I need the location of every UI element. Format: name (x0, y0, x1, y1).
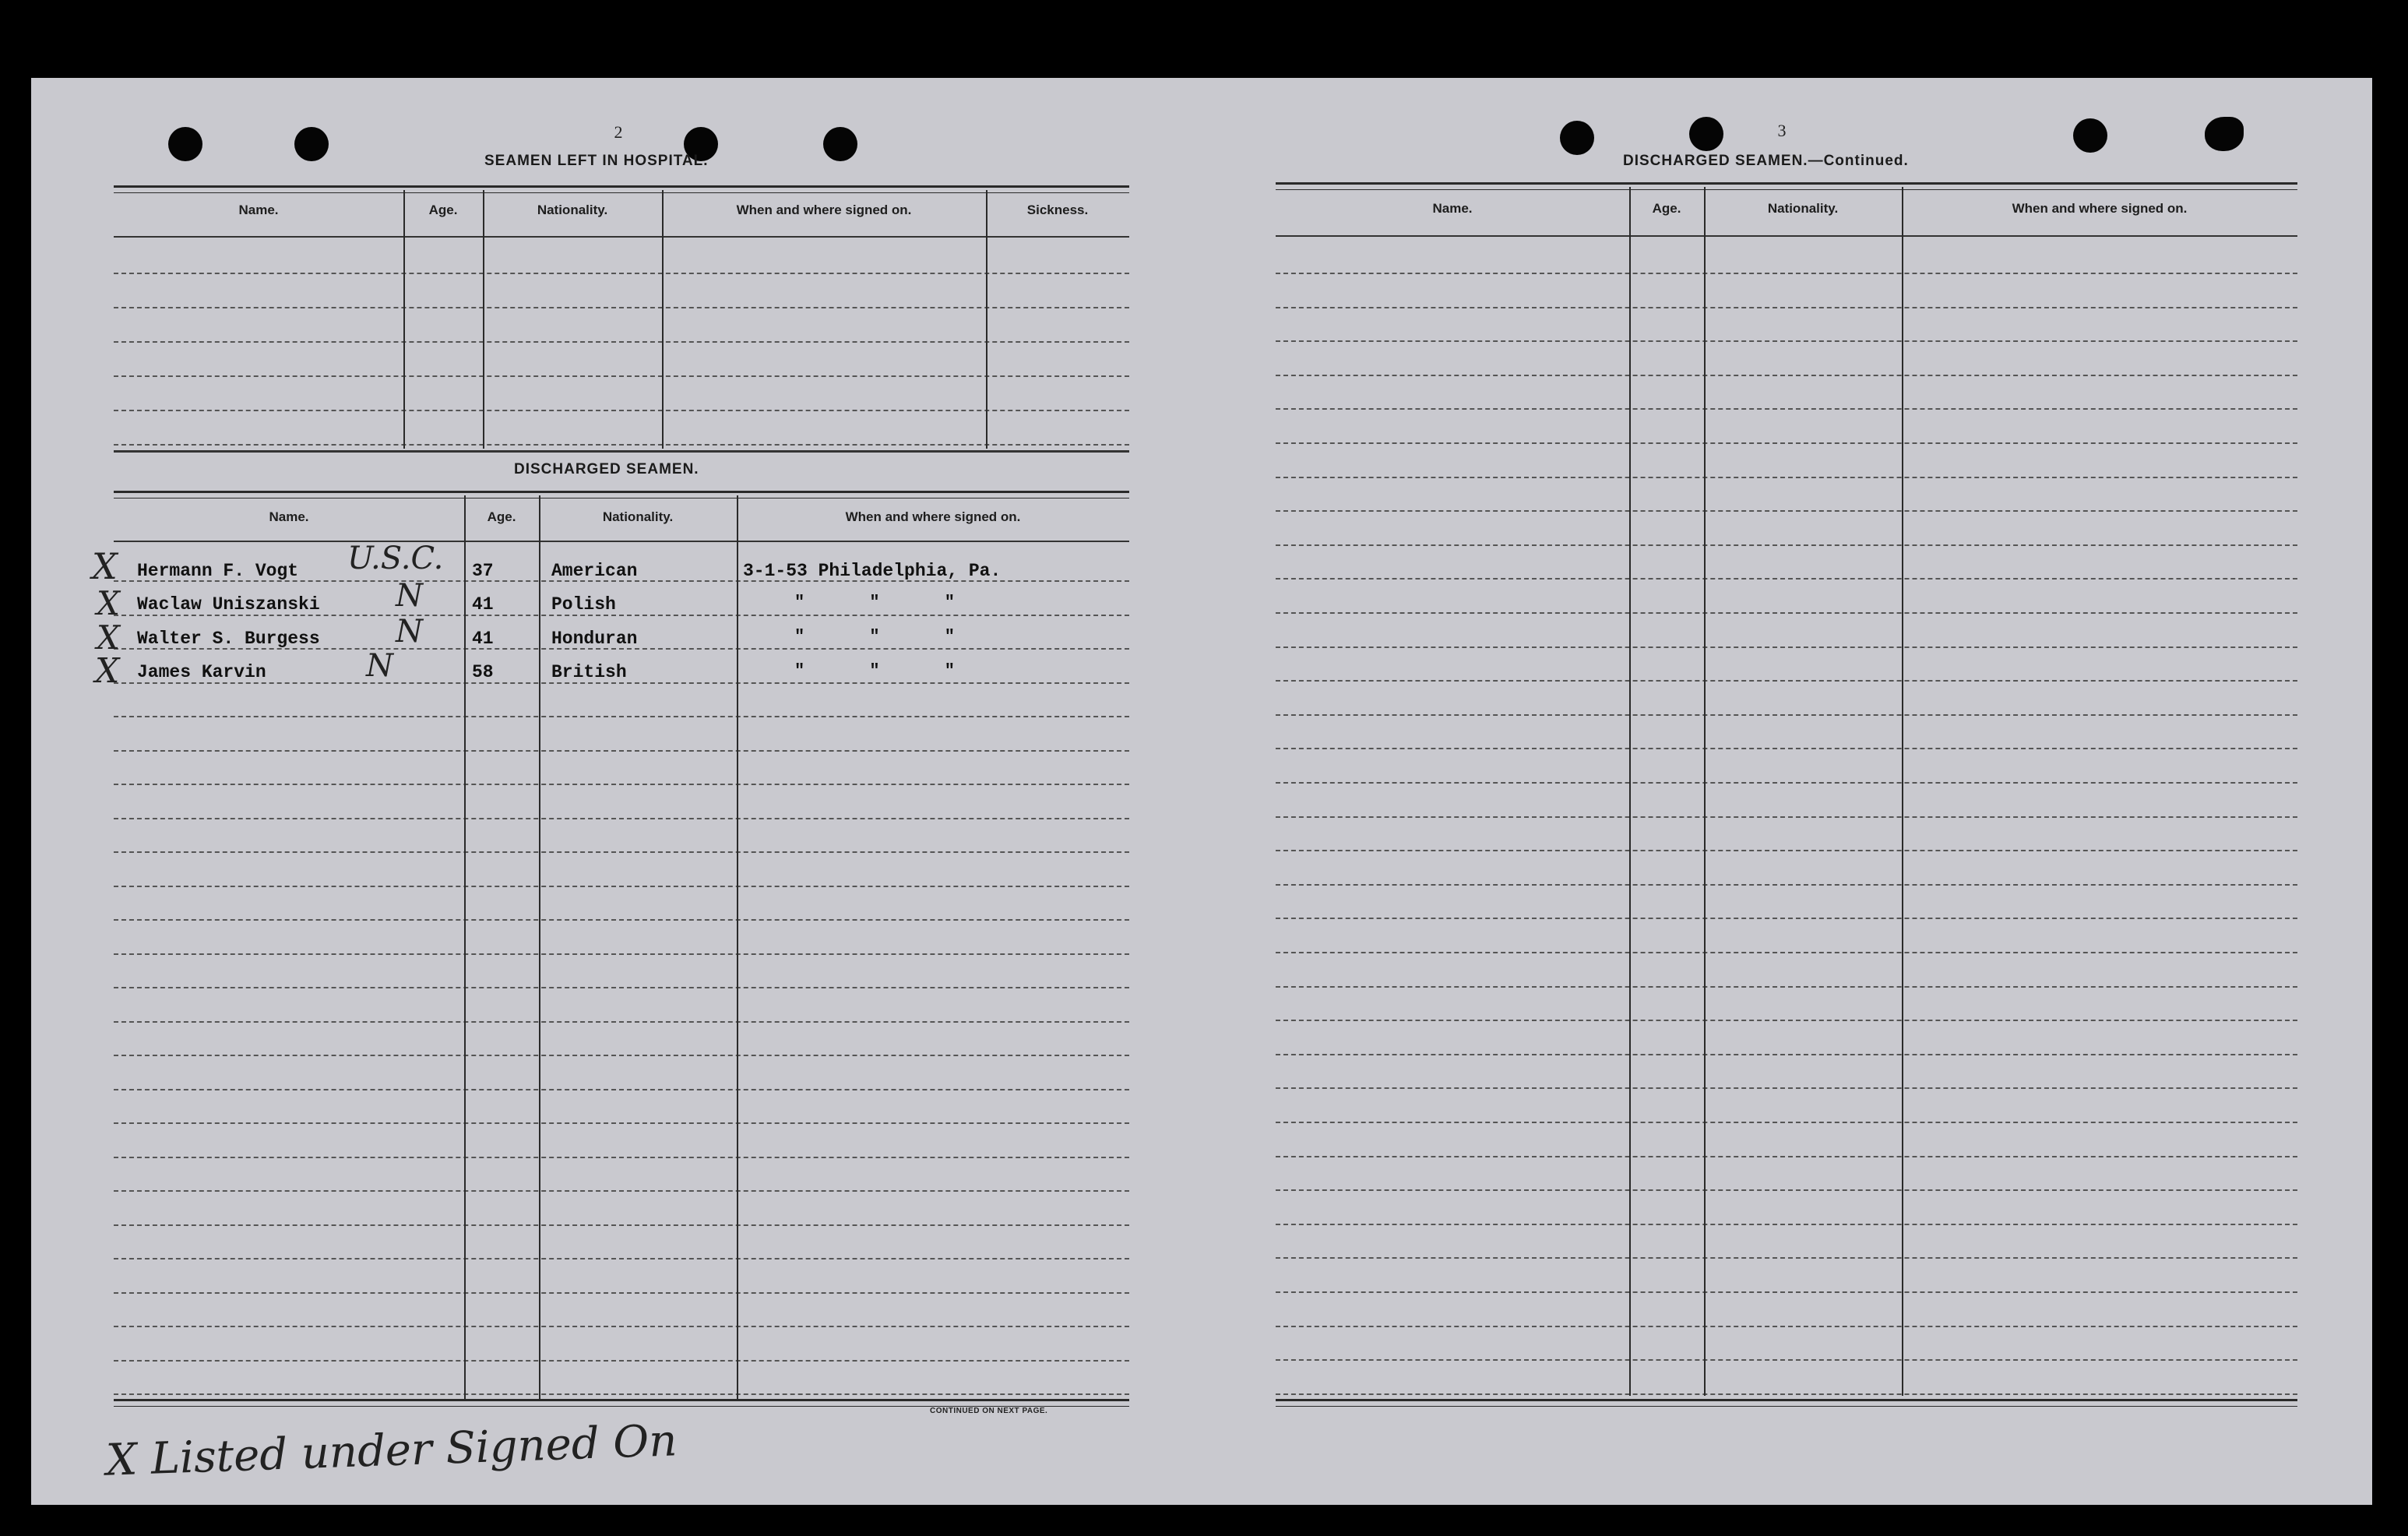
ruled-line (1276, 307, 2297, 308)
ruled-line (1276, 1156, 2297, 1157)
seaman-age: 58 (472, 662, 494, 682)
header-rule (114, 236, 1129, 238)
seaman-signed-on: " " " (794, 627, 956, 646)
ruled-line (1276, 408, 2297, 410)
ruled-line (114, 615, 1129, 616)
col-header-sickness: Sickness. (1026, 203, 1089, 217)
ruled-line (114, 1292, 1129, 1294)
table-rule (1276, 1399, 2297, 1407)
ruled-line (114, 444, 1129, 446)
ruled-line (1276, 1054, 2297, 1055)
section-title: DISCHARGED SEAMEN.—Continued. (1623, 153, 1909, 169)
ruled-line (114, 716, 1129, 717)
col-header-age: Age. (428, 203, 458, 217)
seaman-name: Walter S. Burgess (137, 629, 320, 649)
table-rule (114, 1399, 1129, 1407)
handwritten-x-mark: X (97, 584, 120, 622)
ruled-line (1276, 816, 2297, 818)
column-rule (539, 495, 540, 1399)
seaman-name: James Karvin (137, 662, 266, 682)
ruled-line (1276, 1359, 2297, 1361)
hospital-section-title: SEAMEN LEFT IN HOSPITAL. (484, 153, 709, 169)
seaman-nationality: Polish (551, 594, 616, 615)
binder-hole (168, 127, 202, 161)
ruled-line (114, 1055, 1129, 1056)
ruled-line (114, 886, 1129, 887)
handwritten-annotation: N (366, 648, 393, 684)
ruled-line (114, 341, 1129, 343)
seaman-name: Hermann F. Vogt (137, 561, 299, 581)
seaman-signed-on: " " " (794, 661, 956, 681)
ruled-line (114, 1190, 1129, 1192)
ruled-line (114, 1224, 1129, 1226)
ruled-line (1276, 850, 2297, 851)
ruled-line (1276, 612, 2297, 614)
column-rule (403, 190, 405, 449)
binder-hole (1560, 121, 1594, 155)
column-rule (737, 495, 738, 1399)
ruled-line (1276, 1122, 2297, 1123)
handwritten-x-mark: X (97, 618, 120, 657)
ruled-line (114, 784, 1129, 785)
col-header-nationality: Nationality. (602, 509, 674, 524)
ruled-line (1276, 646, 2297, 648)
col-header-nationality: Nationality. (537, 203, 608, 217)
ruled-line (114, 818, 1129, 819)
ruled-line (1276, 375, 2297, 376)
seaman-age: 37 (472, 561, 494, 581)
ruled-line (1276, 1291, 2297, 1293)
handwritten-x-mark: X (95, 651, 120, 691)
ruled-line (1276, 782, 2297, 784)
column-rule (986, 190, 987, 449)
binder-hole (2205, 117, 2244, 151)
ruled-line (1276, 578, 2297, 580)
ruled-line (114, 851, 1129, 853)
ruled-line (114, 1360, 1129, 1362)
handwritten-note: X Listed under Signed On (105, 1415, 678, 1486)
ruled-line (114, 1021, 1129, 1023)
ruled-line (114, 307, 1129, 308)
ruled-line (114, 1258, 1129, 1259)
ruled-line (1276, 1326, 2297, 1327)
seaman-age: 41 (472, 629, 494, 649)
header-rule (1276, 235, 2297, 237)
ruled-line (1276, 748, 2297, 749)
col-header-name: Name. (269, 509, 309, 524)
col-header-nationality: Nationality. (1767, 201, 1839, 216)
column-rule (483, 190, 484, 449)
ruled-line (114, 1089, 1129, 1090)
ruled-line (1276, 884, 2297, 886)
ruled-line (1276, 510, 2297, 512)
ruled-line (1276, 1087, 2297, 1089)
ruled-line (114, 987, 1129, 988)
ruled-line (114, 1122, 1129, 1124)
header-rule (114, 541, 1129, 542)
ruled-line (1276, 1393, 2297, 1395)
ruled-line (1276, 1020, 2297, 1021)
binder-hole (2073, 118, 2107, 153)
seaman-nationality: American (551, 561, 638, 581)
col-header-signed-on: When and where signed on. (845, 509, 1021, 524)
seaman-name: Waclaw Uniszanski (137, 594, 320, 615)
binder-hole (823, 127, 857, 161)
ruled-line (1276, 340, 2297, 342)
ruled-line (114, 410, 1129, 411)
seaman-nationality: Honduran (551, 629, 638, 649)
table-rule (114, 491, 1129, 498)
discharged-section-title: DISCHARGED SEAMEN. (514, 461, 699, 477)
page-number: 3 (1777, 121, 1787, 140)
ruled-line (114, 1157, 1129, 1158)
binder-hole (1689, 117, 1723, 151)
col-header-signed-on: When and where signed on. (2012, 201, 2188, 216)
column-rule (1902, 187, 1903, 1396)
ruled-line (114, 919, 1129, 921)
col-header-signed-on: When and where signed on. (736, 203, 912, 217)
page-number: 2 (614, 122, 623, 142)
seaman-signed-on: 3-1-53 Philadelphia, Pa. (743, 561, 1002, 581)
column-rule (1629, 187, 1631, 1396)
col-header-age: Age. (1652, 201, 1681, 216)
ruled-line (114, 750, 1129, 752)
seaman-signed-on: " " " (794, 593, 956, 612)
col-header-name: Name. (238, 203, 279, 217)
binder-hole (294, 127, 329, 161)
ruled-line (1276, 1257, 2297, 1259)
handwritten-annotation: U.S.C. (347, 541, 444, 576)
ruled-line (114, 273, 1129, 274)
column-rule (1704, 187, 1706, 1396)
ruled-line (1276, 544, 2297, 546)
ruled-line (1276, 680, 2297, 682)
handwritten-annotation: N (396, 614, 423, 650)
ruled-line (1276, 477, 2297, 478)
seaman-nationality: British (551, 662, 627, 682)
ruled-line (1276, 714, 2297, 716)
ruled-line (1276, 986, 2297, 988)
continued-note: CONTINUED ON NEXT PAGE. (930, 1407, 1048, 1415)
ruled-line (1276, 952, 2297, 953)
ruled-line (114, 375, 1129, 377)
col-header-age: Age. (487, 509, 516, 524)
ruled-line (114, 1393, 1129, 1395)
ruled-line (1276, 273, 2297, 274)
table-rule (114, 185, 1129, 193)
ruled-line (1276, 1224, 2297, 1225)
column-rule (662, 190, 664, 449)
ruled-line (114, 953, 1129, 955)
table-rule (1276, 182, 2297, 190)
ruled-line (1276, 1189, 2297, 1191)
col-header-name: Name. (1432, 201, 1473, 216)
handwritten-x-mark: X (92, 545, 118, 587)
seaman-age: 41 (472, 594, 494, 615)
ruled-line (1276, 442, 2297, 444)
ruled-line (1276, 918, 2297, 919)
handwritten-annotation: N (396, 578, 423, 614)
table-rule (114, 450, 1129, 453)
column-rule (464, 495, 466, 1399)
ruled-line (114, 1326, 1129, 1327)
ruled-line (114, 682, 1129, 684)
